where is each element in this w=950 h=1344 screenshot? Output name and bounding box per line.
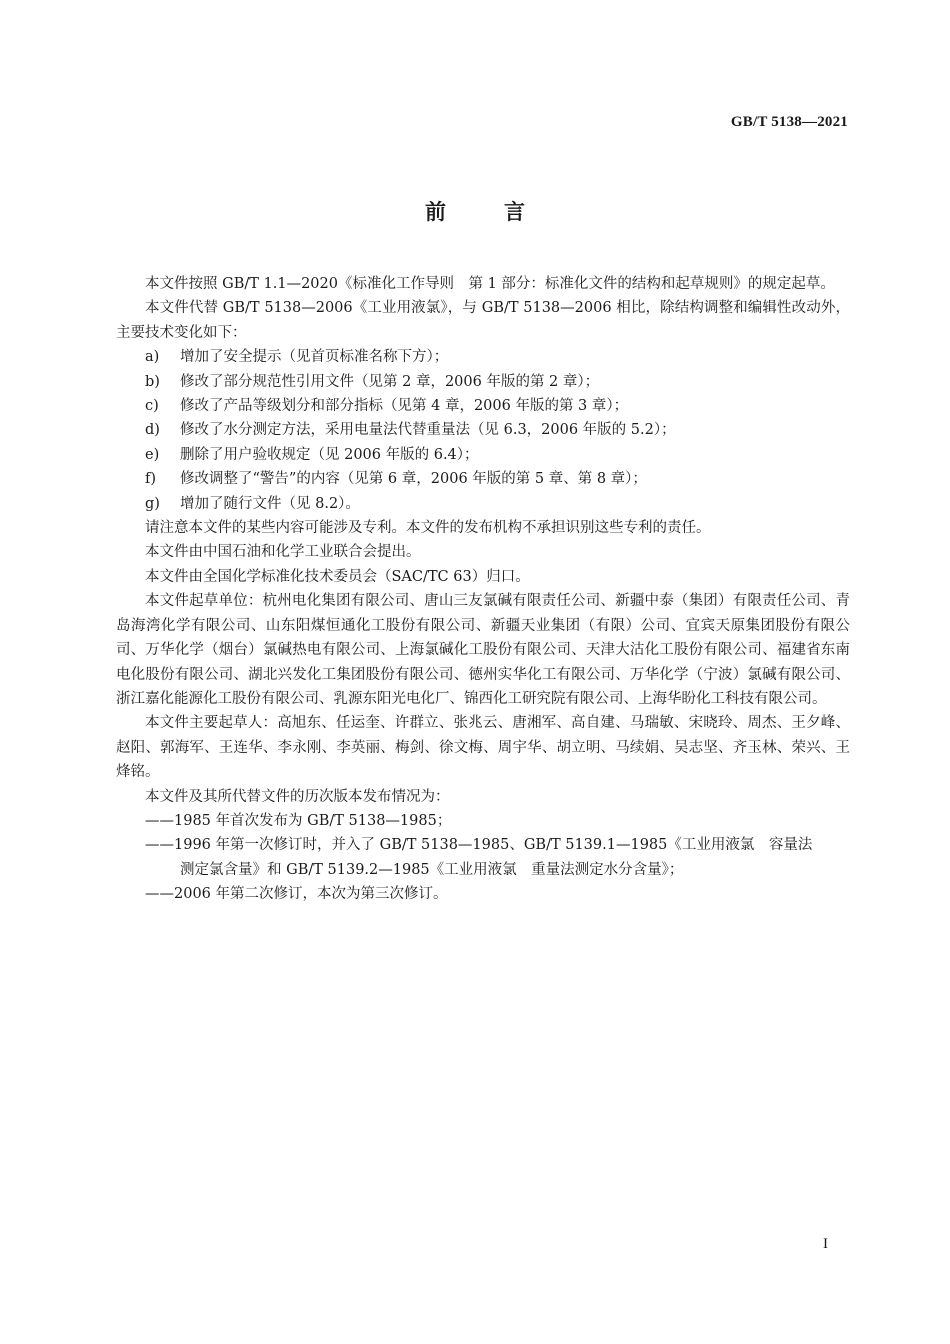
paragraph-history-intro: 本文件及其所代替文件的历次版本发布情况为：: [145, 788, 450, 805]
list-item-text: 修改调整了“警告”的内容（见第 6 章，2006 年版的第 5 章、第 8 章）；: [180, 471, 647, 488]
page-title: 前言: [425, 200, 583, 224]
page-number: I: [823, 1236, 828, 1252]
list-item-label: g): [145, 495, 160, 512]
history-item-continuation: 测定氯含量》和 GB/T 5139.2—1985《工业用液氯 重量法测定水分含量》；: [180, 861, 684, 878]
paragraph-proposed-by: 本文件由中国石油和化学工业联合会提出。: [145, 544, 421, 561]
changes-list: [116, 345, 850, 516]
list-item: [116, 394, 850, 418]
list-item-text: 修改了部分规范性引用文件（见第 2 章，2006 年版的第 2 章）；: [180, 373, 600, 390]
list-item: [116, 370, 850, 394]
history-item: ——2006 年第二次修订，本次为第三次修订。: [145, 886, 448, 903]
list-item-text: 增加了随行文件（见 8.2）。: [180, 495, 360, 512]
history-item: ——1996 年第一次修订时，并入了 GB/T 5138—1985、GB/T 5139.1—1985《工业用液氯 容量法: [145, 837, 813, 854]
paragraph-managed-by: 本文件由全国化学标准化技术委员会（SAC/TC 63）归口。: [145, 568, 530, 585]
paragraph-drafters: 本文件主要起草人：高旭东、任运奎、许群立、张兆云、唐湘军、高自建、马瑞敏、宋晓玲、周杰、王夕峰、赵阳、郭海军、王连华、李永刚、李英丽、梅剑、徐文梅、周宇华、胡立明、马续娟、吴志坚、齐玉林、荣兴、王烽铭。: [116, 715, 850, 781]
list-item-text: 删除了用户验收规定（见 2006 年版的 6.4）；: [180, 446, 479, 463]
list-item-label: c): [145, 398, 159, 415]
list-item-text: 增加了安全提示（见首页标准名称下方）；: [180, 349, 449, 366]
list-item-label: b): [145, 373, 160, 390]
paragraph-patent-notice: 请注意本文件的某些内容可能涉及专利。本文件的发布机构不承担识别这些专利的责任。: [145, 520, 711, 537]
list-item: [116, 345, 850, 369]
list-item: [116, 467, 850, 491]
standard-code: GB/T 5138—2021: [730, 114, 848, 130]
paragraph-drafting-units: 本文件起草单位：杭州电化集团有限公司、唐山三友氯碱有限责任公司、新疆中泰（集团）有限责任公司、青岛海湾化学有限公司、山东阳煤恒通化工股份有限公司、新疆天业集团（有限）公司、宜宾天原集团股份有限公司、万华化学（烟台）氯碱热电有限公司、上海氯碱化工股份有限公司、天津大沽化工股份有限公司、福建省东南电化股份有限公司、湖北兴发化工集团股份有限公司、德州实华化工有限公司、万华化学（宁波）氯碱有限公司、浙江嘉化能源化工股份有限公司、乳源东阳光电化厂、锦西化工研究院有限公司、上海华盼化工科技有限公司。: [116, 593, 850, 707]
list-item: [116, 418, 850, 442]
list-item-label: a): [145, 349, 160, 366]
foreword-body: [116, 272, 850, 907]
list-item-label: f): [145, 471, 157, 488]
history-item: ——1985 年首次发布为 GB/T 5138—1985；: [145, 812, 452, 829]
list-item: [116, 443, 850, 467]
paragraph-drafting-rules: 本文件按照 GB/T 1.1—2020《标准化工作导则 第 1 部分：标准化文件的结构和起草规则》的规定起草。: [145, 276, 835, 292]
list-item: [116, 492, 850, 516]
list-item-text: 修改了产品等级划分和部分指标（见第 4 章，2006 年版的第 3 章）；: [180, 398, 629, 415]
list-item-label: e): [145, 446, 160, 463]
list-item-label: d): [145, 422, 160, 439]
paragraph-replaces: 本文件代替 GB/T 5138—2006《工业用液氯》，与 GB/T 5138—2006 相比，除结构调整和编辑性改动外，主要技术变化如下：: [116, 300, 850, 341]
list-item-text: 修改了水分测定方法，采用电量法代替重量法（见 6.3，2006 年版的 5.2）；: [180, 422, 676, 439]
